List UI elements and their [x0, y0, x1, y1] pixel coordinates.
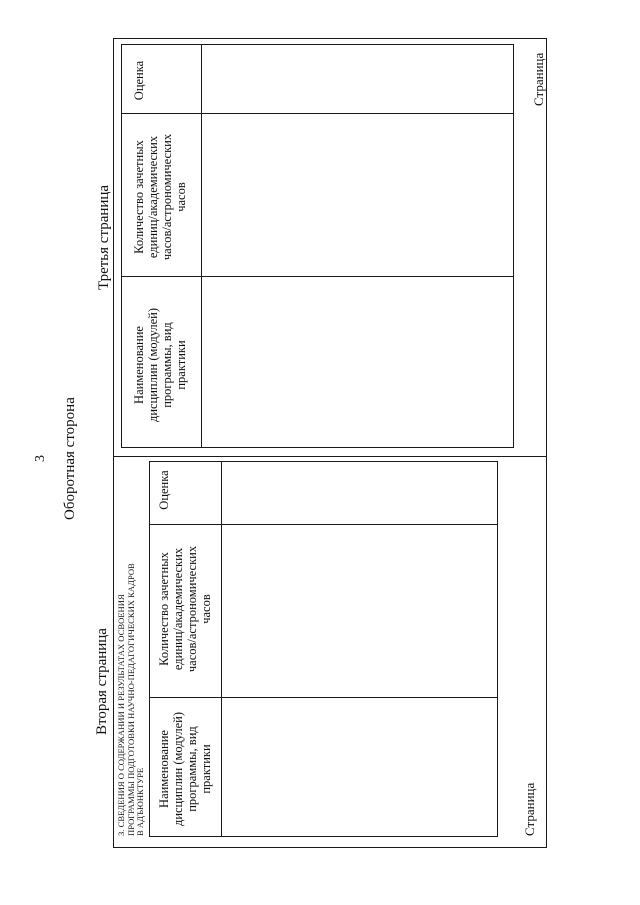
- third-table-header-divider: [201, 44, 202, 448]
- third-col-credits-header: Количество зачетных единиц/академических часов/астрономических часов: [132, 133, 188, 261]
- third-col-name-header: Наименование дисциплин (модулей) программы, вид практики: [132, 307, 188, 423]
- second-col-name-header: Наименование дисциплин (модулей) программы, вид практики: [157, 711, 213, 827]
- third-page-footer: Страница: [531, 52, 546, 106]
- third-page-title: Третья страница: [96, 184, 112, 290]
- second-table-header-divider: [221, 461, 222, 837]
- second-page-title: Вторая страница: [94, 628, 110, 735]
- page-number: 3: [33, 455, 48, 462]
- third-table-col-divider-1: [121, 276, 514, 277]
- third-col-grade-header: Оценка: [132, 60, 146, 101]
- second-col-credits-header: Количество зачетных единиц/академических часов/астрономических часов: [157, 545, 213, 673]
- section-title: 3. СВЕДЕНИЯ О СОДЕРЖАНИИ И РЕЗУЛЬТАТАХ ОСВОЕНИЯ ПРОГРАММЫ ПОДГОТОВКИ НАУЧНО-ПЕДАГОГИЧЕСКИХ КАДРОВ В АДЪЮНКТУРЕ: [116, 563, 146, 836]
- second-col-grade-header: Оценка: [157, 470, 171, 510]
- second-table-col-divider-1: [149, 697, 498, 698]
- third-table-col-divider-2: [121, 113, 514, 114]
- second-page-footer: Страница: [522, 782, 537, 836]
- page-divider: [113, 456, 547, 457]
- side-title: Оборотная сторона: [62, 397, 78, 520]
